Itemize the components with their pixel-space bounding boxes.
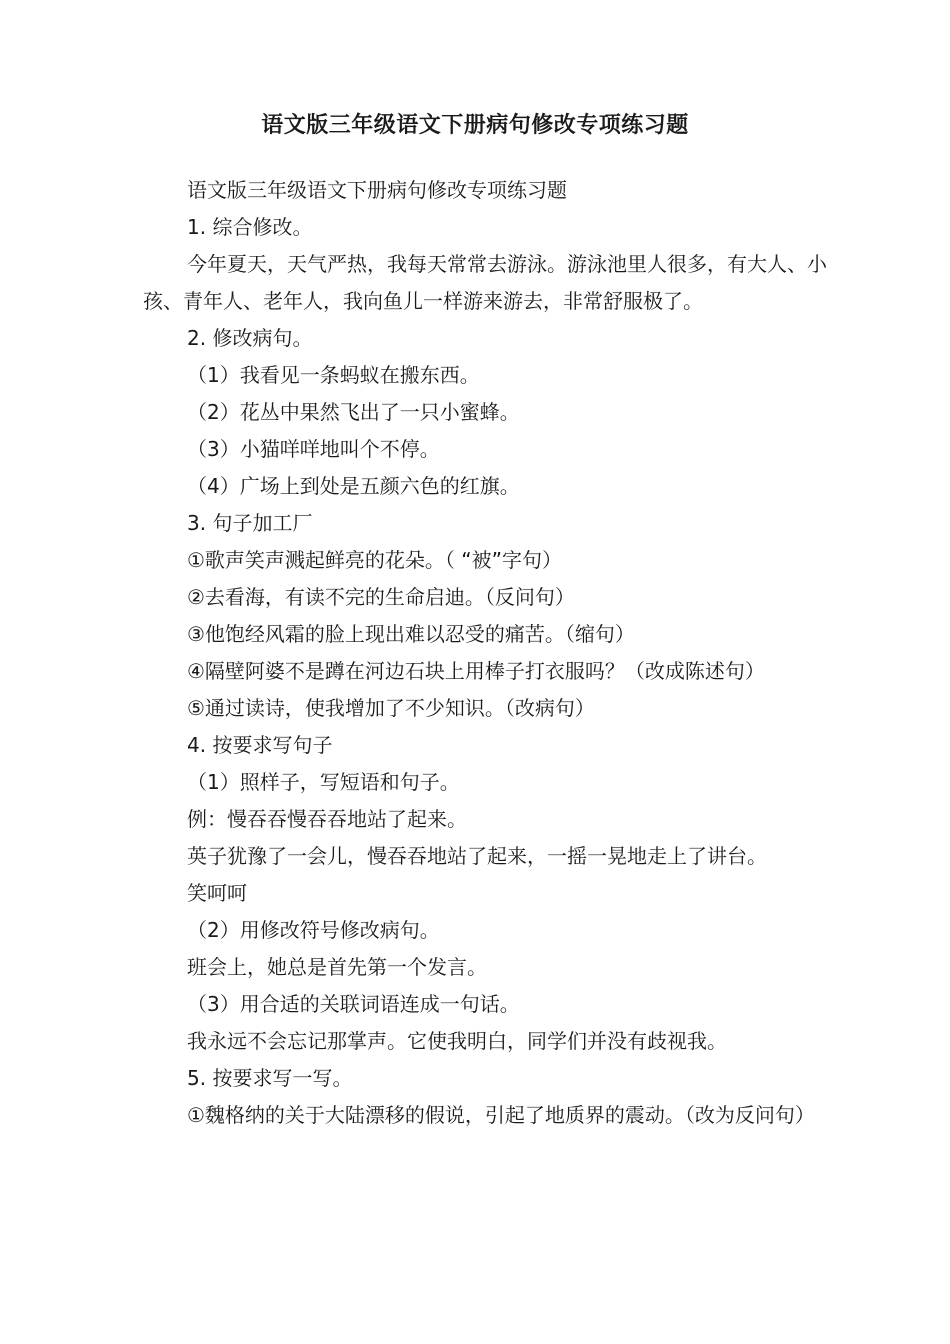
section-heading-5: 5. 按要求写一写。 [187, 1066, 353, 1090]
example-sentence: 英子犹豫了一会儿，慢吞吞地站了起来，一摇一晃地走上了讲台。 [187, 844, 767, 868]
section-heading-1: 1. 综合修改。 [187, 215, 313, 239]
document-title: 语文版三年级语文下册病句修改专项练习题 [261, 113, 689, 138]
question-item: ⑤通过读诗，使我增加了不少知识。（改病句） [187, 696, 595, 720]
practice-sentence: 班会上，她总是首先第一个发言。 [187, 955, 487, 979]
question-item: ①魏格纳的关于大陆漂移的假说，引起了地质界的震动。（改为反问句） [187, 1103, 815, 1127]
question-item: ②去看海，有读不完的生命启迪。（反问句） [187, 585, 575, 609]
practice-word: 笑呵呵 [187, 881, 247, 905]
question-item: （1）我看见一条蚂蚁在搬东西。 [187, 363, 480, 387]
question-item: （4）广场上到处是五颜六色的红旗。 [187, 474, 520, 498]
paragraph-subtitle: 语文版三年级语文下册病句修改专项练习题 [187, 178, 567, 202]
question-item: （3）用合适的关联词语连成一句话。 [187, 992, 520, 1016]
document-body [143, 172, 833, 1134]
example-line: 例：慢吞吞慢吞吞地站了起来。 [187, 807, 467, 831]
question-item: ①歌声笑声溅起鲜亮的花朵。（ “被”字句） [187, 548, 563, 572]
question-item: （2）用修改符号修改病句。 [187, 918, 440, 942]
question-item: （2）花丛中果然飞出了一只小蜜蜂。 [187, 400, 520, 424]
section-heading-2: 2. 修改病句。 [187, 326, 313, 350]
question-item: ④隔壁阿婆不是蹲在河边石块上用棒子打衣服吗？（改成陈述句） [187, 659, 765, 683]
paragraph-comprehensive: 今年夏天，天气严热，我每天常常去游泳。游泳池里人很多，有大人、小孩、青年人、老年人，我向鱼儿一样游来游去，非常舒服极了。 [143, 252, 827, 313]
question-item: ③他饱经风霜的脸上现出难以忍受的痛苦。（缩句） [187, 622, 635, 646]
section-heading-4: 4. 按要求写句子 [187, 733, 333, 757]
question-item: （3）小猫咩咩地叫个不停。 [187, 437, 440, 461]
question-item: （1）照样子，写短语和句子。 [187, 770, 460, 794]
section-heading-3: 3. 句子加工厂 [187, 511, 313, 535]
practice-sentence: 我永远不会忘记那掌声。它使我明白，同学们并没有歧视我。 [187, 1029, 727, 1053]
